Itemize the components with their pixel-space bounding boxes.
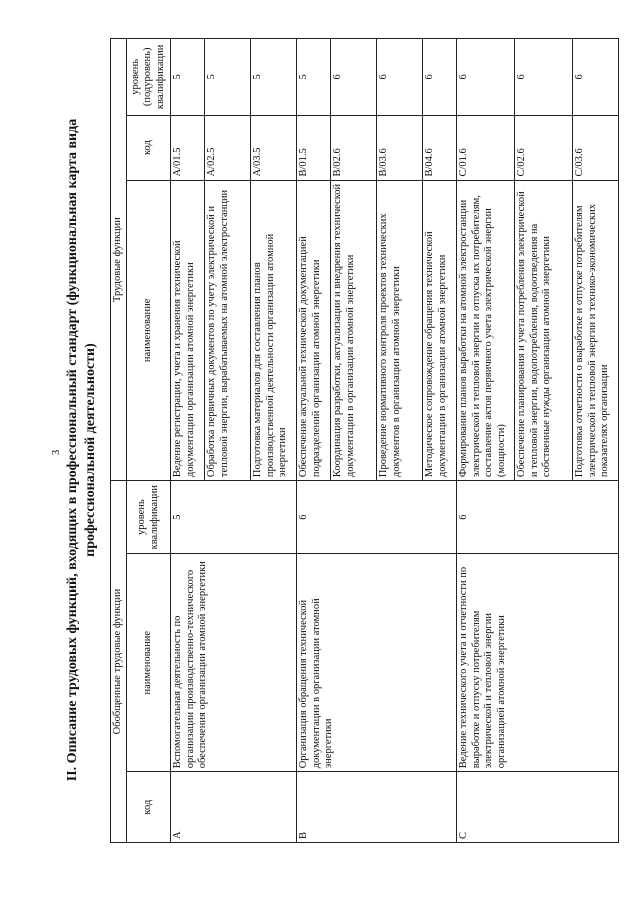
function-level: 5 (205, 39, 251, 116)
header-labor-functions: Трудовые функции (111, 39, 127, 481)
function-name: Обработка первичных документов по учету электрической и тепловой энергии, вырабатываемых на атомной электростанции (205, 180, 251, 481)
function-level: 6 (377, 39, 423, 116)
table-row (457, 39, 515, 843)
group-name: Ведение технического учета и отчетности по выработке и отпуску потребителям электрической и тепловой энергии организацией атомной энергетики (457, 554, 619, 772)
function-code: A/01.5 (171, 115, 205, 180)
function-code: B/01.5 (297, 115, 331, 180)
function-level: 5 (251, 39, 297, 116)
group-level: 5 (171, 481, 297, 554)
function-level: 6 (573, 39, 619, 116)
function-name: Методическое сопровождение обращения технической документации в организации атомной энергетики (423, 180, 457, 481)
function-code: B/03.6 (377, 115, 423, 180)
table-row (171, 39, 205, 843)
function-name: Подготовка материалов для составления планов производственной деятельности организации атомной энергетики (251, 180, 297, 481)
function-code: C/01.6 (457, 115, 515, 180)
function-level: 5 (171, 39, 205, 116)
function-code: C/03.6 (573, 115, 619, 180)
group-level: 6 (297, 481, 457, 554)
group-code: C (457, 772, 619, 843)
function-level: 5 (297, 39, 331, 116)
function-name: Подготовка отчетности о выработке и отпуске потребителям электрической и тепловой энергии и технико-экономических показателях организации (573, 180, 619, 481)
function-name: Обеспечение планирования и учета потребления электрической и тепловой энергии, водопотребления, водоотведения на собственные нужды организации атомной энергетики (515, 180, 573, 481)
functional-map-table (110, 38, 619, 843)
function-name: Ведение регистрации, учета и хранения технической документации организации атомной энергетики (171, 180, 205, 481)
header-tf-level: уровень (подуровень) квалификации (127, 39, 171, 116)
function-level: 6 (331, 39, 377, 116)
function-code: B/02.6 (331, 115, 377, 180)
function-name: Обеспечение актуальной технической документацией подразделений организации атомной энергетики (297, 180, 331, 481)
header-tf-code: код (127, 115, 171, 180)
group-code: A (171, 772, 297, 843)
function-level: 6 (457, 39, 515, 116)
group-code: B (297, 772, 457, 843)
function-code: A/03.5 (251, 115, 297, 180)
group-name: Вспомогательная деятельность по организации производственно-технического обеспечения организации атомной энергетики (171, 554, 297, 772)
header-level: уровень квалификации (127, 481, 171, 554)
function-name: Координация разработки, актуализации и внедрения технической документации в организации атомной энергетики (331, 180, 377, 481)
header-code: код (127, 772, 171, 843)
function-name: Проведение нормативного контроля проектов технических документов в организации атомной энергетики (377, 180, 423, 481)
group-level: 6 (457, 481, 619, 554)
header-name: наименование (127, 554, 171, 772)
page-number: 3 (50, 449, 62, 456)
header-tf-name: наименование (127, 180, 171, 481)
group-name: Организация обращения технической документации в организации атомной энергетики (297, 554, 457, 772)
page-title: II. Описание трудовых функций, входящих в профессиональный стандарт (функциональная карта вида профессиональной деятельности) (65, 118, 98, 782)
table-row (297, 39, 331, 843)
header-generalized-functions: Обобщенные трудовые функции (111, 481, 127, 843)
function-level: 6 (515, 39, 573, 116)
function-level: 6 (423, 39, 457, 116)
function-name: Формирование планов выработки на атомной электростанции электрической и тепловой энергии и отпуска их потребителям, составление актов первичного учета электрической энергии (мощности) (457, 180, 515, 481)
function-code: A/02.5 (205, 115, 251, 180)
function-code: B/04.6 (423, 115, 457, 180)
function-code: C/02.6 (515, 115, 573, 180)
